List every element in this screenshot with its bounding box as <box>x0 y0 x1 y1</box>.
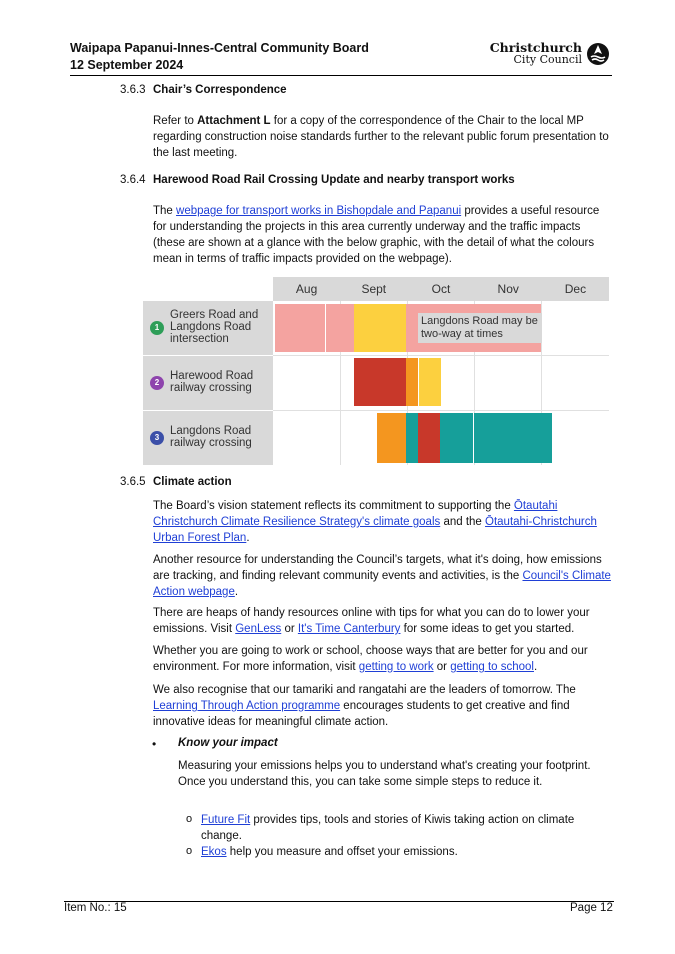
getting-to-school-link[interactable]: getting to school <box>450 661 534 673</box>
text: or <box>433 661 451 673</box>
bar-row3-red <box>418 413 440 463</box>
month-label: Dec <box>564 282 587 296</box>
genless-link[interactable]: GenLess <box>235 623 282 635</box>
row-number-badge: 1 <box>150 321 164 335</box>
getting-to-work-link[interactable]: getting to work <box>358 661 434 673</box>
bar-row3-teal <box>440 413 473 463</box>
sub-bullet-marker: o <box>186 813 193 825</box>
bar-row3-teal <box>406 413 418 463</box>
text: Refer to <box>153 115 198 127</box>
page-number: Page 12 <box>570 902 613 914</box>
month-label: Aug <box>295 282 318 296</box>
bar-row1-yellow <box>354 304 406 352</box>
chart-note: Langdons Road may be two-way at times <box>418 313 542 343</box>
section-heading-365 <box>120 476 232 488</box>
paragraph <box>153 203 613 267</box>
text: or <box>281 623 298 635</box>
section-title: Climate action <box>153 476 232 488</box>
text: The <box>153 205 177 217</box>
text: encourages students to get creative and find innovative ideas for meaningful climate action. <box>153 700 570 728</box>
section-number: 3.6.4 <box>120 174 146 186</box>
its-time-canterbury-link[interactable]: It's Time Canterbury <box>297 623 401 635</box>
ekos-link[interactable]: Ekos <box>201 846 227 858</box>
climate-action-webpage-link[interactable]: Council's Climate Action webpage <box>153 570 611 598</box>
paragraph <box>153 498 613 546</box>
council-logo <box>490 42 610 66</box>
text: There are heaps of handy resources online with tips for what you can do to lower your emissions. Visit <box>153 607 590 635</box>
paragraph <box>153 682 593 730</box>
month-label: Oct <box>431 282 451 296</box>
future-fit-link[interactable]: Future Fit <box>201 814 251 826</box>
header-divider <box>70 75 612 76</box>
paragraph <box>153 552 613 600</box>
footer-divider <box>64 901 614 902</box>
paragraph <box>153 605 613 637</box>
text: . <box>246 532 250 544</box>
page-header <box>70 40 610 76</box>
grid-line <box>273 410 609 411</box>
urban-forest-plan-link[interactable]: Ōtautahi-Christchurch Urban Forest Plan <box>153 516 597 544</box>
bar-row1-pink <box>325 304 354 352</box>
month-label: Nov <box>497 282 519 296</box>
logo-line-1: Christchurch <box>489 40 582 55</box>
text: provides a useful resource for understanding the projects in this area currently underway and the traffic impacts (these are shown at a glance with the below graphic, with the detail of what the colours mean in terms of traffic impacts provided on the webpage). <box>153 205 600 265</box>
bar-row3-orange <box>377 413 406 463</box>
section-number: 3.6.3 <box>120 84 146 96</box>
row-number-badge: 2 <box>150 376 164 390</box>
board-title: Waipapa Papanui-Innes-Central Community Board <box>70 41 369 55</box>
text: and the <box>440 516 486 528</box>
text: . <box>533 661 538 673</box>
row-label-text: Greers Road and Langdons Road intersection <box>170 309 259 345</box>
text: We also recognise that our tamariki and rangatahi are the leaders of tomorrow. The <box>153 684 576 696</box>
text: help you measure and offset your emissions. <box>226 846 458 858</box>
bar-row2-yellow <box>419 358 441 406</box>
text: Another resource for understanding the Council’s targets, what it's doing, how emissions are tracking, and finding relevant community events and activities, is the <box>153 554 602 582</box>
row-number-badge: 3 <box>150 431 164 445</box>
grid-line <box>273 355 609 356</box>
traffic-impact-chart <box>143 277 609 465</box>
row-label-1 <box>143 301 273 355</box>
logo-line-2: City Council <box>513 53 582 66</box>
chart-grid <box>273 301 609 465</box>
bullet-marker: • <box>152 737 157 751</box>
section-number: 3.6.5 <box>120 476 146 488</box>
row-label-text: Langdons Road railway crossing <box>170 425 252 449</box>
text: . <box>234 586 239 598</box>
transport-works-link[interactable]: webpage for transport works in Bishopdale and Papanui <box>176 205 462 217</box>
section-heading-363 <box>120 84 287 96</box>
text: Whether you are going to work or school, choose ways that are better for you and our environment. For more information, visit <box>153 645 588 673</box>
row-label-3 <box>143 411 273 465</box>
bar-row3-teal <box>474 413 552 463</box>
paragraph <box>153 113 613 161</box>
bar-row2-red <box>354 358 406 406</box>
text: for a copy of the correspondence of the Chair to the local MP regarding construction noise standards further to the relevant public forum presentation to the last meeting. <box>153 115 609 159</box>
climate-strategy-link[interactable]: Ōtautahi Christchurch Climate Resilience Strategy's climate goals <box>153 500 558 528</box>
month-label: Sept <box>361 282 387 296</box>
text: for some ideas to get you started. <box>400 623 575 635</box>
sub-bullet-marker: o <box>186 845 193 857</box>
section-heading-364 <box>120 174 515 186</box>
bullet-title: Know your impact <box>178 737 278 749</box>
month-header <box>273 277 609 301</box>
section-title: Chair’s Correspondence <box>153 84 287 96</box>
section-title: Harewood Road Rail Crossing Update and nearby transport works <box>153 174 515 186</box>
text: The Board’s vision statement reflects its commitment to supporting the <box>153 500 514 512</box>
bullet-paragraph: Measuring your emissions helps you to understand what's creating your footprint. Once you understand this, you can take some simple steps to reduce it. <box>178 760 591 788</box>
text: provides tips, tools and stories of Kiwis taking action on climate change. <box>201 814 575 842</box>
paragraph <box>153 643 613 675</box>
item-number: Item No.: 15 <box>64 902 127 914</box>
sub-bullet-item <box>201 812 601 844</box>
row-label-2 <box>143 356 273 410</box>
attachment-reference: Attachment L <box>197 115 271 127</box>
sub-bullet-item <box>201 844 601 860</box>
bar-row2-orange <box>406 358 418 406</box>
council-emblem-icon <box>586 42 610 66</box>
learning-through-action-link[interactable]: Learning Through Action programme <box>153 700 341 712</box>
bar-row1-pink <box>275 304 325 352</box>
meeting-date: 12 September 2024 <box>70 58 184 72</box>
row-label-text: Harewood Road railway crossing <box>170 370 254 394</box>
